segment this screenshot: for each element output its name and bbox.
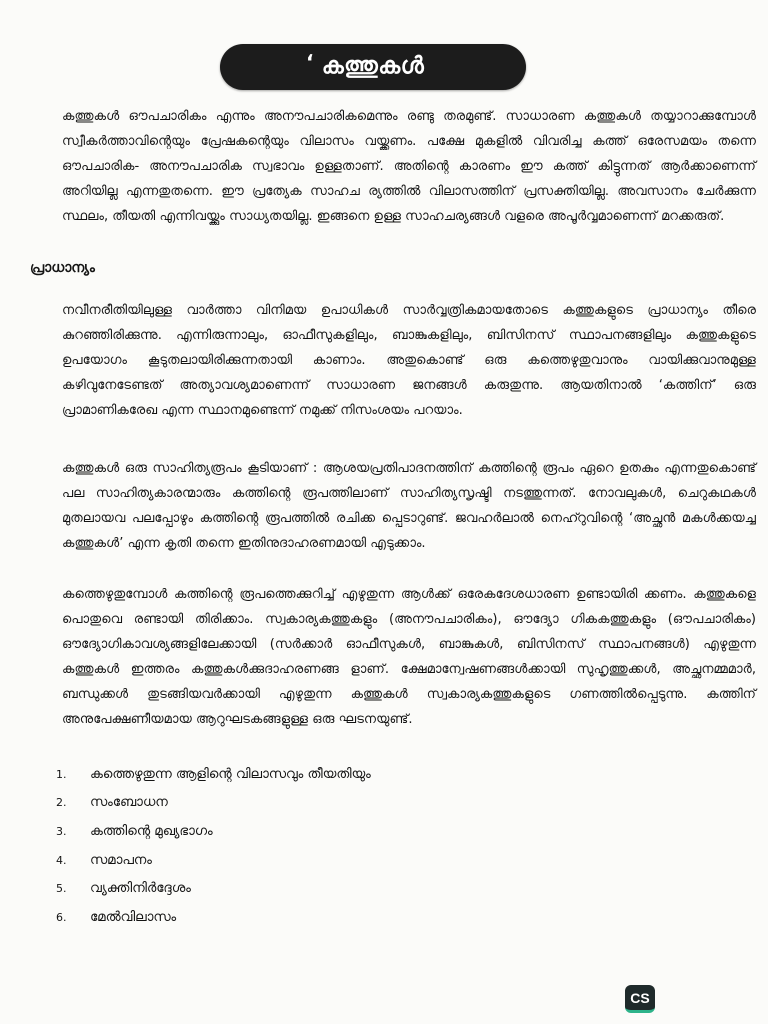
paragraph-literary-form: കത്തുകൾ ഒരു സാഹിത്യരൂപം കൂടിയാണ് : ആശയപ്രതിപാദനത്തിന് കത്തിന്റെ രൂപം ഏറെ ഉതകും എന്നതുകൊണ്ട് പല സാഹിത്യകാരന്മാരും കത്തിന്റെ രൂപത്തിലാണ് സാഹിത്യസൃഷ്ടി നടത്തുന്നത്. നോവലുകൾ, ചെറുകഥകൾ മുതലായവ പലപ്പോഴും കത്തിന്റെ രൂപത്തിൽ രചിക്ക പ്പെടാറുണ്ട്. ജവഹർലാൽ നെഹ്റുവിന്റെ ‘അച്ഛൻ മകൾക്കയച്ച കത്തുകൾ’ എന്ന കൃതി തന്നെ ഇതിനുദാഹരണമായി എടുക്കാം. — [62, 461, 756, 551]
list-number: 3. — [56, 824, 67, 838]
list-number: 5. — [56, 882, 67, 896]
list-text: സമാപനം — [90, 852, 152, 868]
letter-components-list — [56, 760, 371, 932]
page-title: കത്തുകൾ — [321, 53, 425, 79]
list-item — [56, 760, 371, 789]
paragraph-importance: നവീനരീതിയിലുള്ള വാർത്താ വിനിമയ ഉപാധികൾ സാർവ്വത്രികമായതോടെ കത്തുകളുടെ പ്രാധാന്യം തീരെ കുറഞ്ഞിരിക്കുന്നു. എന്നിരുന്നാലും, ഓഫീസുകളിലും, ബാങ്കുകളിലും, ബിസിനസ് സ്ഥാപനങ്ങളിലും കത്തുകളുടെ ഉപയോഗം കൂടുതലായിരിക്കുന്നതായി കാണാം. അതുകൊണ്ട് ഒരു കത്തെഴുതുവാനും വായിക്കുവാനുമുള്ള കഴിവുനേടേണ്ടത് അത്യാവശ്യമാണെന്ന് സാധാരണ ജനങ്ങൾ കരുതുന്നു. ആയതിനാൽ ‘കത്തിന്’ ഒരു പ്രാമാണികരേഖ എന്ന സ്ഥാനമുണ്ടെന്ന് നമുക്ക് നിസംശയം പറയാം. — [62, 303, 756, 418]
title-banner — [220, 44, 526, 90]
list-item — [56, 817, 371, 846]
paragraph-letter-types: കത്തെഴുതുമ്പോൾ കത്തിന്റെ രൂപത്തെക്കുറിച്ച് എഴുതുന്ന ആൾക്ക് ഒരേകദേശധാരണ ഉണ്ടായിരി ക്കണം. കത്തുകളെ പൊതുവെ രണ്ടായി തിരിക്കാം. സ്വകാര്യകത്തുകളും (അനൗപചാരികം), ഔദ്യോ ഗികകത്തുകളും (ഔപചാരികം) ഔദ്യോഗികാവശ്യങ്ങളിലേക്കായി (സർക്കാർ ഓഫീസുകൾ, ബാങ്കുകൾ, ബിസിനസ് സ്ഥാപനങ്ങൾ) എഴുതുന്ന കത്തുകൾ ഇത്തരം കത്തുകൾക്കുദാഹരണങ്ങ ളാണ്. ക്ഷേമാന്വേഷണങ്ങൾക്കായി സുഹൃത്തുക്കൾ, അച്ഛനമ്മമാർ, ബന്ധുക്കൾ തുടങ്ങിയവർക്കായി എഴുതുന്ന കത്തുകൾ സ്വകാര്യകത്തുകളുടെ ഗണത്തിൽപ്പെടുന്നു. കത്തിന് അനുപേക്ഷണീയമായ ആറുഘടകങ്ങളുള്ള ഒരു ഘടനയുണ്ട്. — [62, 587, 756, 727]
list-text: വ്യക്തിനിർദ്ദേശം — [90, 881, 191, 897]
list-text: കത്തിന്റെ മുഖ്യഭാഗം — [90, 823, 213, 839]
list-number: 1. — [56, 767, 67, 781]
camscanner-logo: CS — [625, 985, 655, 1013]
list-number: 6. — [56, 910, 67, 924]
list-item — [56, 903, 371, 932]
list-item — [56, 874, 371, 903]
list-number: 4. — [56, 853, 67, 867]
list-text: സംബോധന — [90, 795, 168, 811]
title-quote-mark: ʻ — [306, 50, 314, 74]
list-number: 2. — [56, 796, 67, 810]
list-text: മേൽവിലാസം — [90, 909, 177, 925]
section-heading: പ്രാധാന്യം — [30, 260, 95, 276]
intro-paragraph: കത്തുകൾ ഔപചാരികം എന്നും അനൗപചാരികമെന്നും രണ്ടു തരമുണ്ട്. സാധാരണ കത്തുകൾ തയ്യാറാക്കുമ്പോൾ സ്വീകർത്താവിന്റെയും പ്രേഷകന്റെയും വിലാസം വയ്ക്കണം. പക്ഷേ മുകളിൽ വിവരിച്ച കത്ത് ഒരേസമയം തന്നെ ഔപചാരിക- അനൗപചാരിക സ്വഭാവം ഉള്ളതാണ്. അതിന്റെ കാരണം ഈ കത്ത് കിട്ടുന്നത് ആർക്കാണെന്ന് അറിയില്ല എന്നതുതന്നെ. ഈ പ്രത്യേക സാഹച ര്യത്തിൽ വിലാസത്തിന് പ്രസക്തിയില്ല. അവസാനം ചേർക്കുന്ന സ്ഥലം, തീയതി എന്നിവയ്ക്കും സാധ്യതയില്ല. ഇങ്ങനെ ഉള്ള സാഹചര്യങ്ങൾ വളരെ അപൂർവ്വമാണെന്ന് മറക്കരുത്. — [62, 109, 756, 224]
list-item — [56, 789, 371, 818]
list-item — [56, 846, 371, 875]
list-text: കത്തെഴുതുന്ന ആളിന്റെ വിലാസവും തീയതിയും — [90, 766, 371, 782]
